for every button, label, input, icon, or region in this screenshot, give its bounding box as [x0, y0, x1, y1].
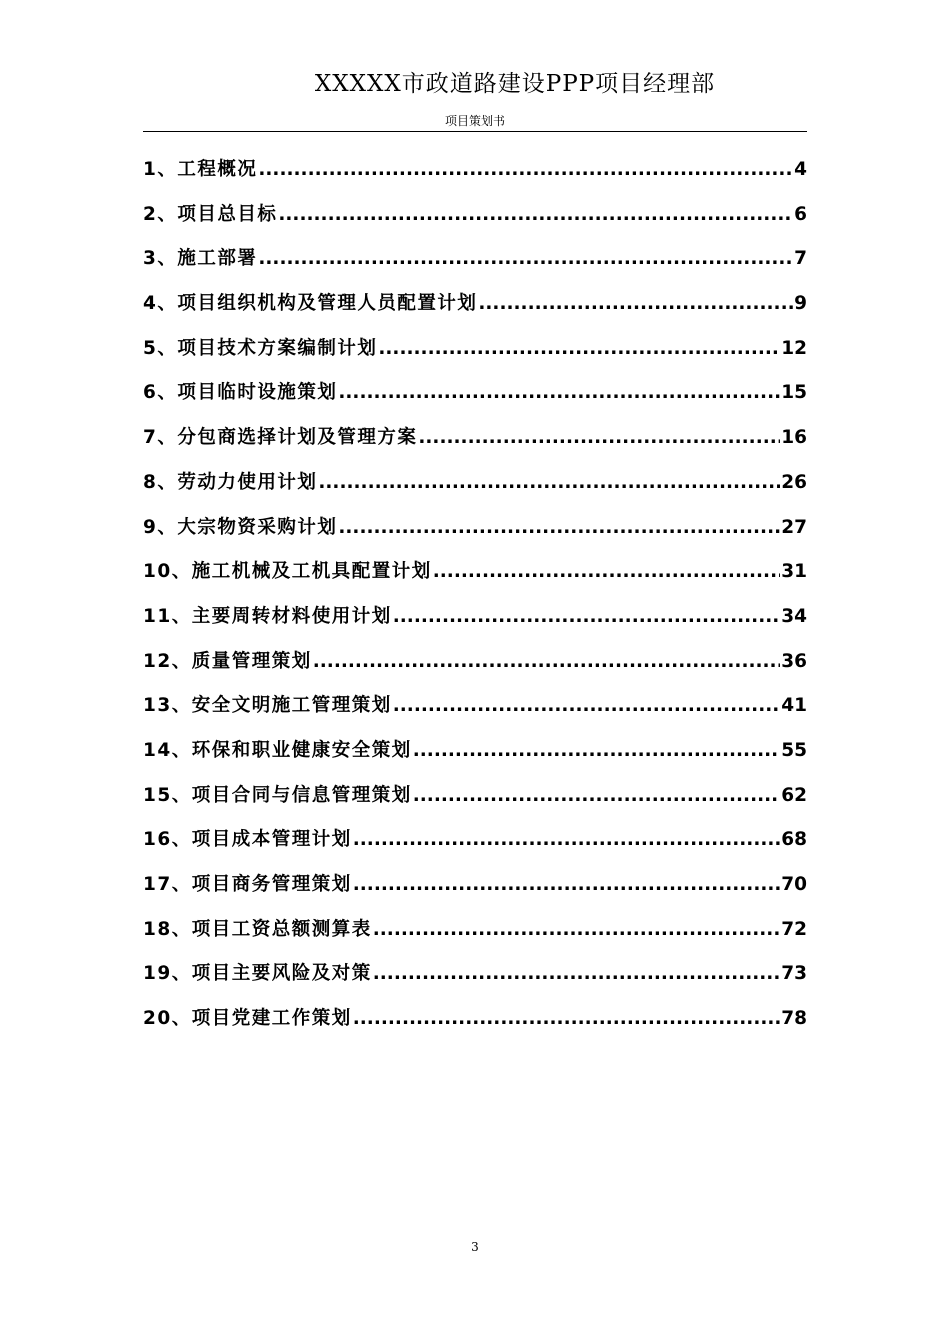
toc-entry-page[interactable]: 9 [794, 293, 807, 315]
toc-entry-page[interactable]: 26 [781, 471, 807, 493]
toc-entry-17[interactable] [143, 867, 807, 912]
page-header-subtitle: 项目策划书 [444, 114, 505, 128]
toc-entry-16[interactable] [143, 822, 807, 867]
toc-dot-leader [413, 778, 781, 814]
toc-entry-11[interactable] [143, 599, 807, 644]
toc-entry-label[interactable]: 1、工程概况 [143, 159, 258, 180]
toc-dot-leader [478, 286, 793, 322]
table-of-contents [143, 152, 807, 1046]
toc-dot-leader [353, 867, 781, 903]
toc-entry-page[interactable]: 31 [781, 561, 807, 583]
toc-dot-leader [418, 420, 780, 456]
toc-entry-label[interactable]: 4、项目组织机构及管理人员配置计划 [143, 293, 478, 315]
toc-entry-page[interactable]: 12 [781, 337, 807, 359]
toc-entry-page[interactable]: 73 [781, 963, 807, 985]
page-number: 3 [471, 1240, 479, 1254]
toc-entry-page[interactable]: 7 [794, 248, 807, 270]
toc-entry-5[interactable] [143, 331, 807, 376]
toc-entry-page[interactable]: 55 [781, 739, 807, 761]
toc-entry-page[interactable]: 78 [781, 1008, 807, 1030]
toc-entry-10[interactable] [143, 554, 807, 599]
toc-entry-18[interactable] [143, 912, 807, 957]
toc-entry-label[interactable]: 19、项目主要风险及对策 [143, 963, 372, 985]
toc-entry-label[interactable]: 14、环保和职业健康安全策划 [143, 739, 412, 761]
toc-dot-leader [413, 733, 781, 769]
toc-entry-1[interactable] [143, 152, 807, 197]
toc-dot-leader [258, 241, 793, 277]
toc-entry-label[interactable]: 15、项目合同与信息管理策划 [143, 784, 412, 806]
toc-entry-page[interactable]: 15 [781, 382, 807, 404]
toc-entry-page[interactable]: 70 [781, 874, 807, 895]
toc-dot-leader [313, 644, 781, 680]
toc-entry-12[interactable] [143, 644, 807, 689]
toc-dot-leader [378, 331, 780, 367]
toc-entry-label[interactable]: 9、大宗物资采购计划 [143, 516, 338, 538]
page-header-title: XXXXX市政道路建设PPP项目经理部 [314, 71, 716, 97]
toc-entry-label[interactable]: 10、施工机械及工机具配置计划 [143, 561, 432, 583]
toc-entry-page[interactable]: 36 [781, 650, 807, 672]
toc-entry-page[interactable]: 62 [781, 784, 807, 806]
toc-entry-label[interactable]: 7、分包商选择计划及管理方案 [143, 427, 418, 449]
toc-entry-label[interactable]: 5、项目技术方案编制计划 [143, 337, 378, 359]
toc-entry-label[interactable]: 20、项目党建工作策划 [143, 1008, 352, 1030]
toc-entry-15[interactable] [143, 778, 807, 823]
toc-entry-19[interactable] [143, 956, 807, 1001]
toc-dot-leader [318, 465, 780, 501]
toc-entry-page[interactable]: 4 [794, 159, 807, 180]
toc-entry-label[interactable]: 2、项目总目标 [143, 203, 278, 225]
toc-dot-leader [353, 1001, 781, 1037]
toc-entry-4[interactable] [143, 286, 807, 331]
toc-entry-page[interactable]: 6 [794, 203, 807, 225]
toc-entry-page[interactable]: 27 [781, 516, 807, 538]
toc-dot-leader [393, 688, 781, 724]
toc-entry-2[interactable] [143, 197, 807, 242]
toc-entry-label[interactable]: 16、项目成本管理计划 [143, 829, 352, 851]
toc-entry-label[interactable]: 13、安全文明施工管理策划 [143, 695, 392, 717]
toc-entry-label[interactable]: 11、主要周转材料使用计划 [143, 605, 392, 627]
toc-entry-page[interactable]: 72 [781, 918, 807, 940]
toc-entry-20[interactable] [143, 1001, 807, 1046]
toc-entry-page[interactable]: 41 [781, 695, 807, 717]
toc-entry-14[interactable] [143, 733, 807, 778]
toc-entry-page[interactable]: 68 [781, 829, 807, 851]
toc-entry-6[interactable] [143, 375, 807, 420]
toc-entry-label[interactable]: 3、施工部署 [143, 248, 258, 270]
toc-dot-leader [278, 197, 793, 233]
header-divider [143, 131, 807, 132]
toc-entry-7[interactable] [143, 420, 807, 465]
toc-entry-label[interactable]: 12、质量管理策划 [143, 650, 312, 672]
toc-dot-leader [373, 912, 781, 948]
toc-entry-label[interactable]: 18、项目工资总额测算表 [143, 918, 372, 940]
toc-dot-leader [353, 822, 781, 858]
toc-dot-leader [258, 152, 793, 188]
toc-dot-leader [373, 956, 781, 992]
toc-entry-8[interactable] [143, 465, 807, 510]
toc-entry-label[interactable]: 17、项目商务管理策划 [143, 874, 352, 895]
toc-dot-leader [338, 375, 780, 411]
toc-dot-leader [433, 554, 781, 590]
toc-dot-leader [338, 510, 780, 546]
toc-dot-leader [393, 599, 781, 635]
toc-entry-9[interactable] [143, 510, 807, 555]
toc-entry-page[interactable]: 34 [781, 605, 807, 627]
toc-entry-3[interactable] [143, 241, 807, 286]
toc-entry-label[interactable]: 8、劳动力使用计划 [143, 471, 318, 493]
toc-entry-label[interactable]: 6、项目临时设施策划 [143, 382, 338, 404]
toc-entry-page[interactable]: 16 [781, 427, 807, 449]
toc-entry-13[interactable] [143, 688, 807, 733]
